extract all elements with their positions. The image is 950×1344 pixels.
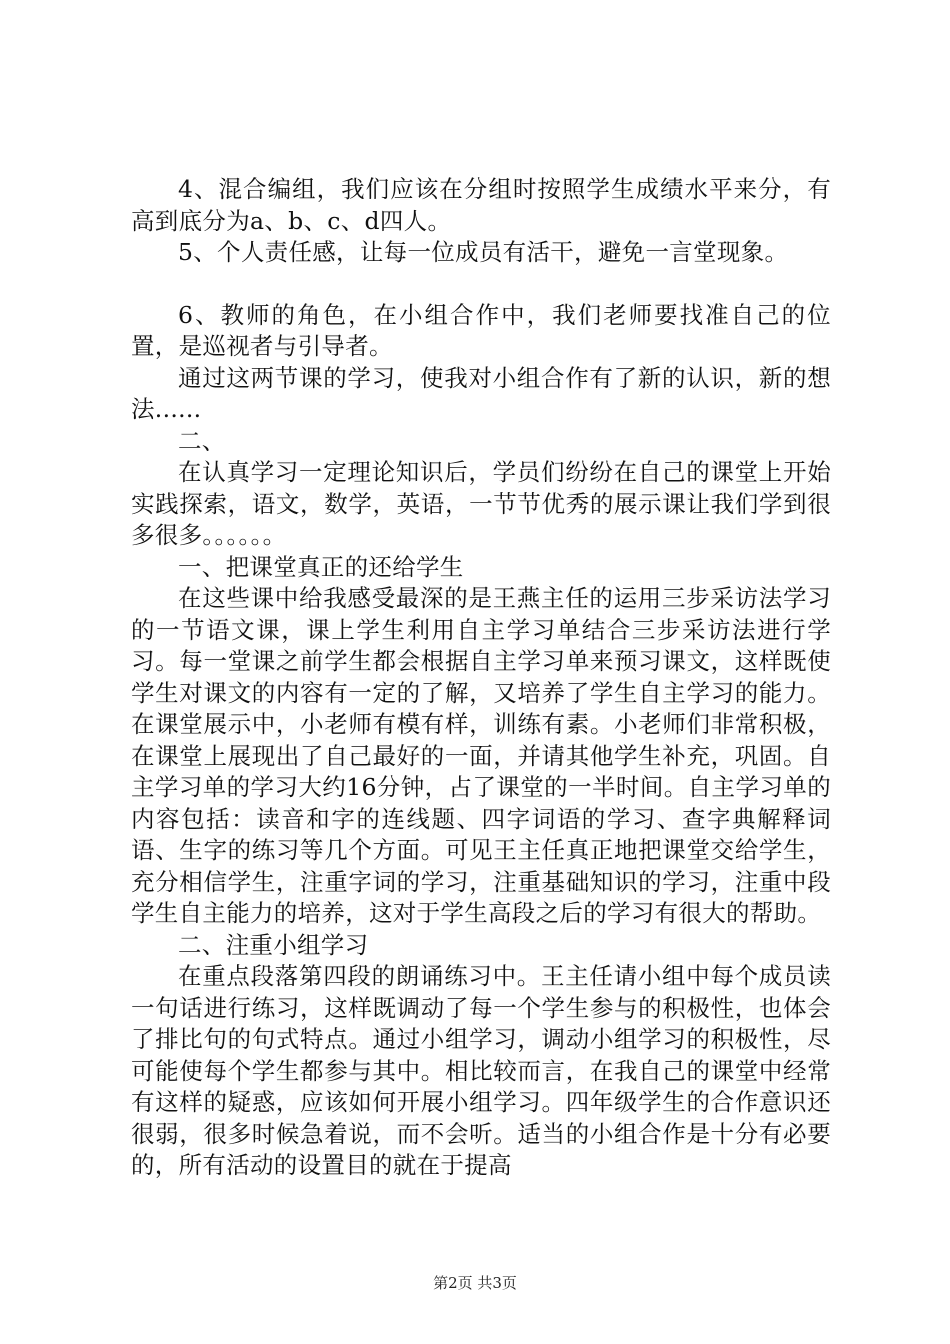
paragraph-item-5: 5、个人责任感，让每一位成员有活干，避免一言堂现象。 <box>178 238 789 266</box>
paragraph-lesson-review: 在这些课中给我感受最深的是王燕主任的运用三步采访法学习的一节语文课，课上学生利用自主学习单结合三步采访法进行学习。每一堂课之前学生都会根据自主学习单来预习课文，这样既使学生对课文的内容有一定的了解，又培养了学生自主学习的能力。在课堂展示中，小老师有模有样，训练有素。小老师们非常积极，在课堂上展现出了自己最好的一面，并请其他学生补充，巩固。自主学习单的学习大约16分钟，占了课堂的一半时间。自主学习单的内容包括：读音和字的连线题、四字词语的学习、查字典解释词语、生字的练习等几个方面。可见王主任真正地把课堂交给学生，充分相信学生，注重字词的学习，注重基础知识的学习，注重中段学生自主能力的培养，这对于学生高段之后的学习有很大的帮助。 <box>131 584 831 927</box>
paragraph-item-6: 6、教师的角色，在小组合作中，我们老师要找准自己的位置，是巡视者与引导者。 <box>131 300 831 360</box>
page-number-footer: 第2页 共3页 <box>433 1274 517 1292</box>
paragraph-group-study: 在重点段落第四段的朗诵练习中。王主任请小组中每个成员读一句话进行练习，这样既调动了每一个学生参与的积极性，也体会了排比句的句式特点。通过小组学习，调动小组学习的积极性，尽可能使每个学生都参与其中。相比较而言，在我自己的课堂中经常有这样的疑惑，应该如何开展小组学习。四年级学生的合作意识还很弱，很多时候急着说，而不会听。适当的小组合作是十分有必要的，所有活动的设置目的就在于提高 <box>131 962 831 1179</box>
paragraph-intro: 在认真学习一定理论知识后，学员们纷纷在自己的课堂上开始实践探索，语文，数学，英语，一节节优秀的展示课让我们学到很多很多。。。。。。 <box>131 458 831 549</box>
document-body <box>131 174 831 1182</box>
paragraph-item-4: 4、混合编组，我们应该在分组时按照学生成绩水平来分，有高到底分为a、b、c、d四人。 <box>131 175 831 235</box>
paragraph-summary: 通过这两节课的学习，使我对小组合作有了新的认识，新的想法...... <box>131 363 831 423</box>
section-heading-two: 二、 <box>178 426 226 455</box>
subheading-two: 二、注重小组学习 <box>178 930 369 959</box>
subheading-one: 一、把课堂真正的还给学生 <box>178 552 464 581</box>
